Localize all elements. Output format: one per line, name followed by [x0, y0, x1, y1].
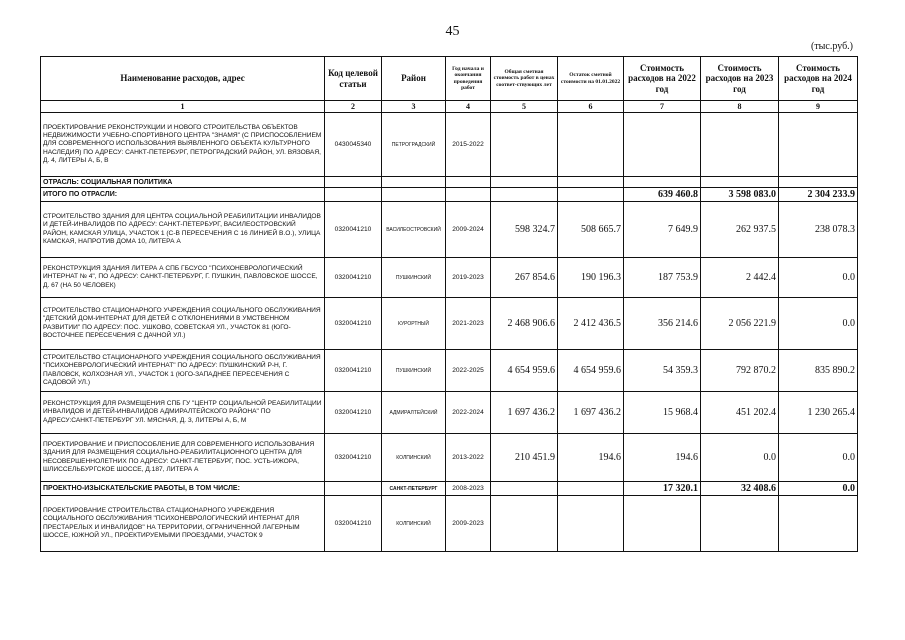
- row-cost-2023: 262 937.5: [701, 202, 779, 258]
- row-name: РЕКОНСТРУКЦИЯ ДЛЯ РАЗМЕЩЕНИЯ СПБ ГУ "ЦЕНТР СОЦИАЛЬНОЙ РЕАБИЛИТАЦИИ ИНВАЛИДОВ И ДЕТЕЙ-ИНВАЛИДОВ АДМИРАЛТЕЙСКОГО РАЙОНА" ПО АДРЕСУ:САНКТ-ПЕТЕРБУРГ УЛ. МЯСНАЯ, Д. 3, ЛИТЕРЫ А, Б, М: [41, 392, 325, 434]
- row-code: [325, 482, 382, 496]
- row-cost-2024: 1 230 265.4: [779, 392, 858, 434]
- row-years: 2009-2024: [446, 202, 491, 258]
- row-name: СТРОИТЕЛЬСТВО СТАЦИОНАРНОГО УЧРЕЖДЕНИЯ СОЦИАЛЬНОГО ОБСЛУЖИВАНИЯ "ПСИХОНЕВРОЛОГИЧЕСКИЙ ИНТЕРНАТ" ПО АДРЕСУ: ПУШКИНСКИЙ Р-Н, Г. ПАВЛОВСК, КОЛХОЗНАЯ УЛ., УЧАСТОК 1 (ЮГО-ЗАПАДНЕЕ ПЕРЕСЕЧЕНИЯ С САДОВОЙ УЛ.): [41, 350, 325, 392]
- header-cost-2024: Стоимость расходов на 2024 год: [779, 57, 858, 101]
- section-title: ОТРАСЛЬ: СОЦИАЛЬНАЯ ПОЛИТИКА: [41, 177, 325, 188]
- header-district: Район: [382, 57, 446, 101]
- row-cost-2024: [779, 496, 858, 552]
- budget-table: [40, 56, 858, 552]
- row-years: 2021-2023: [446, 298, 491, 350]
- row-total-cost: 210 451.9: [491, 434, 558, 482]
- row-cost-2022: 194.6: [624, 434, 701, 482]
- row-cost-2023: [701, 496, 779, 552]
- row-code: 0320041210: [325, 434, 382, 482]
- row-name: ПРОЕКТИРОВАНИЕ И ПРИСПОСОБЛЕНИЕ ДЛЯ СОВРЕМЕННОГО ИСПОЛЬЗОВАНИЯ ЗДАНИЯ ДЛЯ РАЗМЕЩЕНИЯ СОЦИАЛЬНО-РЕАБИЛИТАЦИОННОГО ЦЕНТРА ДЛЯ НЕСОВЕРШЕННОЛЕТНИХ ПО АДРЕСУ: САНКТ-ПЕТЕРБУРГ, ПОС. УСТЬ-ИЖОРА, ШЛИССЕЛЬБУРГСКОЕ ШОССЕ, Д.187, ЛИТЕРА А: [41, 434, 325, 482]
- row-cost-2022: [624, 496, 701, 552]
- row-total-cost: [491, 482, 558, 496]
- row-remaining: 2 412 436.5: [558, 298, 624, 350]
- subtotal-cost-2023: 32 408.6: [701, 482, 779, 496]
- row-cost-2023: 0.0: [701, 434, 779, 482]
- row-code: 0430045340: [325, 113, 382, 177]
- row-name: РЕКОНСТРУКЦИЯ ЗДАНИЯ ЛИТЕРА А СПБ ГБСУСО "ПСИХОНЕВРОЛОГИЧЕСКИЙ ИНТЕРНАТ № 4", ПО АДРЕСУ: САНКТ-ПЕТЕРБУРГ, Г. ПУШКИН, ПАВЛОВСКОЕ ШОССЕ, Д. 67 (НА 50 ЧЕЛОВЕК): [41, 258, 325, 298]
- row-cost-2024: 0.0: [779, 258, 858, 298]
- column-number: 9: [779, 101, 858, 113]
- total-cost-2023: 3 598 083.0: [701, 188, 779, 202]
- total-cost-2024: 2 304 233.9: [779, 188, 858, 202]
- row-name: ПРОЕКТИРОВАНИЕ РЕКОНСТРУКЦИИ И НОВОГО СТРОИТЕЛЬСТВА ОБЪЕКТОВ НЕДВИЖИМОСТИ УЧЕБНО-СПОРТИВНОГО ЦЕНТРА "ЗНАМЯ" (С ПРИСПОСОБЛЕНИЕМ ДЛЯ СОВРЕМЕННОГО ИСПОЛЬЗОВАНИЯ ВЫЯВЛЕННОГО ОБЪЕКТА КУЛЬТУРНОГО НАСЛЕДИЯ) ПО АДРЕСУ: САНКТ-ПЕТЕРБУРГ, ПЕТРОГРАДСКИЙ РАЙОН, УЛ. ВЯЗОВАЯ, Д. 4, ЛИТЕРЫ А, Б, В: [41, 113, 325, 177]
- row-code: 0320041210: [325, 392, 382, 434]
- subtotal-cost-2022: 17 320.1: [624, 482, 701, 496]
- row-district: АДМИРАЛТЕЙСКИЙ: [382, 392, 446, 434]
- row-name: СТРОИТЕЛЬСТВО ЗДАНИЯ ДЛЯ ЦЕНТРА СОЦИАЛЬНОЙ РЕАБИЛИТАЦИИ ИНВАЛИДОВ И ДЕТЕЙ-ИНВАЛИДОВ ПО АДРЕСУ: САНКТ-ПЕТЕРБУРГ, ВАСИЛЕОСТРОВСКИЙ РАЙОН, КАМСКАЯ УЛИЦА, УЧАСТОК 1 (С-В ПЕРЕСЕЧЕНИЯ С 16 ЛИНИЕЙ В.О.), УЛИЦА КАМСКАЯ, НАПРОТИВ ДОМА 10, ЛИТЕРА А: [41, 202, 325, 258]
- row-years: 2015-2022: [446, 113, 491, 177]
- header-total-cost: Общая сметная стоимость работ в ценах соответ-ствующих лет: [491, 57, 558, 101]
- header-cost-2023: Стоимость расходов на 2023 год: [701, 57, 779, 101]
- row-district: КУРОРТНЫЙ: [382, 298, 446, 350]
- row-remaining: 194.6: [558, 434, 624, 482]
- row-name: СТРОИТЕЛЬСТВО СТАЦИОНАРНОГО УЧРЕЖДЕНИЯ СОЦИАЛЬНОГО ОБСЛУЖИВАНИЯ "ДЕТСКИЙ ДОМ-ИНТЕРНАТ ДЛЯ ДЕТЕЙ С ОТКЛОНЕНИЯМИ В УМСТВЕННОМ РАЗВИТИИ" ПО АДРЕСУ: ПОС. УШКОВО, СОВЕТСКАЯ УЛ., УЧАСТОК 81 (ЮГО-ВОСТОЧНЕЕ ПЕРЕСЕЧЕНИЯ С ДАЧНОЙ УЛ.): [41, 298, 325, 350]
- column-number: 5: [491, 101, 558, 113]
- row-cost-2023: 2 442.4: [701, 258, 779, 298]
- table-row: [41, 258, 858, 298]
- row-cost-2022: 7 649.9: [624, 202, 701, 258]
- row-cost-2022: [624, 113, 701, 177]
- row-district: КОЛПИНСКИЙ: [382, 434, 446, 482]
- table-row: [41, 298, 858, 350]
- row-cost-2024: 238 078.3: [779, 202, 858, 258]
- total-title: ИТОГО ПО ОТРАСЛИ:: [41, 188, 325, 202]
- row-district: ПУШКИНСКИЙ: [382, 258, 446, 298]
- row-district: ПЕТРОГРАДСКИЙ: [382, 113, 446, 177]
- column-number: 4: [446, 101, 491, 113]
- row-cost-2024: 0.0: [779, 434, 858, 482]
- row-code: 0320041210: [325, 202, 382, 258]
- total-row: [41, 188, 858, 202]
- table-row: [41, 496, 858, 552]
- row-cost-2022: 356 214.6: [624, 298, 701, 350]
- row-code: 0320041210: [325, 258, 382, 298]
- row-cost-2022: 187 753.9: [624, 258, 701, 298]
- row-years: 2008-2023: [446, 482, 491, 496]
- header-code: Код целевой статьи: [325, 57, 382, 101]
- table-row: [41, 113, 858, 177]
- page-number: 45: [445, 24, 460, 39]
- row-cost-2023: 792 870.2: [701, 350, 779, 392]
- header-remaining: Остаток сметной стоимости на 01.01.2022: [558, 57, 624, 101]
- row-total-cost: [491, 113, 558, 177]
- row-name: ПРОЕКТИРОВАНИЕ СТРОИТЕЛЬСТВА СТАЦИОНАРНОГО УЧРЕЖДЕНИЯ СОЦИАЛЬНОГО ОБСЛУЖИВАНИЯ "ПСИХОНЕВРОЛОГИЧЕСКИЙ ИНТЕРНАТ ДЛЯ ПРЕСТАРЕЛЫХ И ИНВАЛИДОВ" НА ТЕРРИТОРИИ, ОГРАНИЧЕННОЙ ЛАГЕРНЫМ ШОССЕ, ЮЖНОЙ УЛ., ПРОЕКТИРУЕМЫМИ ПРОЕЗДАМИ, УЧАСТОК 9: [41, 496, 325, 552]
- row-code: 0320041210: [325, 350, 382, 392]
- row-remaining: 1 697 436.2: [558, 392, 624, 434]
- row-remaining: [558, 496, 624, 552]
- section-row: [41, 177, 858, 188]
- row-years: 2013-2022: [446, 434, 491, 482]
- row-total-cost: 267 854.6: [491, 258, 558, 298]
- row-district: КОЛПИНСКИЙ: [382, 496, 446, 552]
- row-cost-2022: 15 968.4: [624, 392, 701, 434]
- subtotal-title: ПРОЕКТНО-ИЗЫСКАТЕЛЬСКИЕ РАБОТЫ, В ТОМ ЧИСЛЕ:: [41, 482, 325, 496]
- row-district: ВАСИЛЕОСТРОВСКИЙ: [382, 202, 446, 258]
- row-cost-2023: 2 056 221.9: [701, 298, 779, 350]
- column-number: 3: [382, 101, 446, 113]
- row-total-cost: 2 468 906.6: [491, 298, 558, 350]
- row-total-cost: 598 324.7: [491, 202, 558, 258]
- column-number: 7: [624, 101, 701, 113]
- subtotal-row: [41, 482, 858, 496]
- row-cost-2023: 451 202.4: [701, 392, 779, 434]
- column-number: 6: [558, 101, 624, 113]
- column-number: 2: [325, 101, 382, 113]
- unit-note: (тыс.руб.): [810, 41, 853, 52]
- row-cost-2024: 0.0: [779, 298, 858, 350]
- row-cost-2024: [779, 113, 858, 177]
- total-cost-2022: 639 460.8: [624, 188, 701, 202]
- column-number: 1: [41, 101, 325, 113]
- row-cost-2023: [701, 113, 779, 177]
- table-row: [41, 350, 858, 392]
- row-years: 2022-2024: [446, 392, 491, 434]
- header-years: Год начала и окончания проведения работ: [446, 57, 491, 101]
- row-remaining: 508 665.7: [558, 202, 624, 258]
- subtotal-cost-2024: 0.0: [779, 482, 858, 496]
- row-total-cost: 4 654 959.6: [491, 350, 558, 392]
- column-number-row: [41, 101, 858, 113]
- row-total-cost: 1 697 436.2: [491, 392, 558, 434]
- table-row: [41, 434, 858, 482]
- row-remaining: 4 654 959.6: [558, 350, 624, 392]
- row-code: 0320041210: [325, 496, 382, 552]
- row-cost-2022: 54 359.3: [624, 350, 701, 392]
- row-remaining: [558, 482, 624, 496]
- row-remaining: 190 196.3: [558, 258, 624, 298]
- row-total-cost: [491, 496, 558, 552]
- header-cost-2022: Стоимость расходов на 2022 год: [624, 57, 701, 101]
- row-cost-2024: 835 890.2: [779, 350, 858, 392]
- table-row: [41, 202, 858, 258]
- row-district: ПУШКИНСКИЙ: [382, 350, 446, 392]
- row-district: САНКТ-ПЕТЕРБУРГ: [382, 482, 446, 496]
- row-remaining: [558, 113, 624, 177]
- row-years: 2019-2023: [446, 258, 491, 298]
- row-code: 0320041210: [325, 298, 382, 350]
- row-years: 2009-2023: [446, 496, 491, 552]
- header-name: Наименование расходов, адрес: [41, 57, 325, 101]
- row-years: 2022-2025: [446, 350, 491, 392]
- table-row: [41, 392, 858, 434]
- column-number: 8: [701, 101, 779, 113]
